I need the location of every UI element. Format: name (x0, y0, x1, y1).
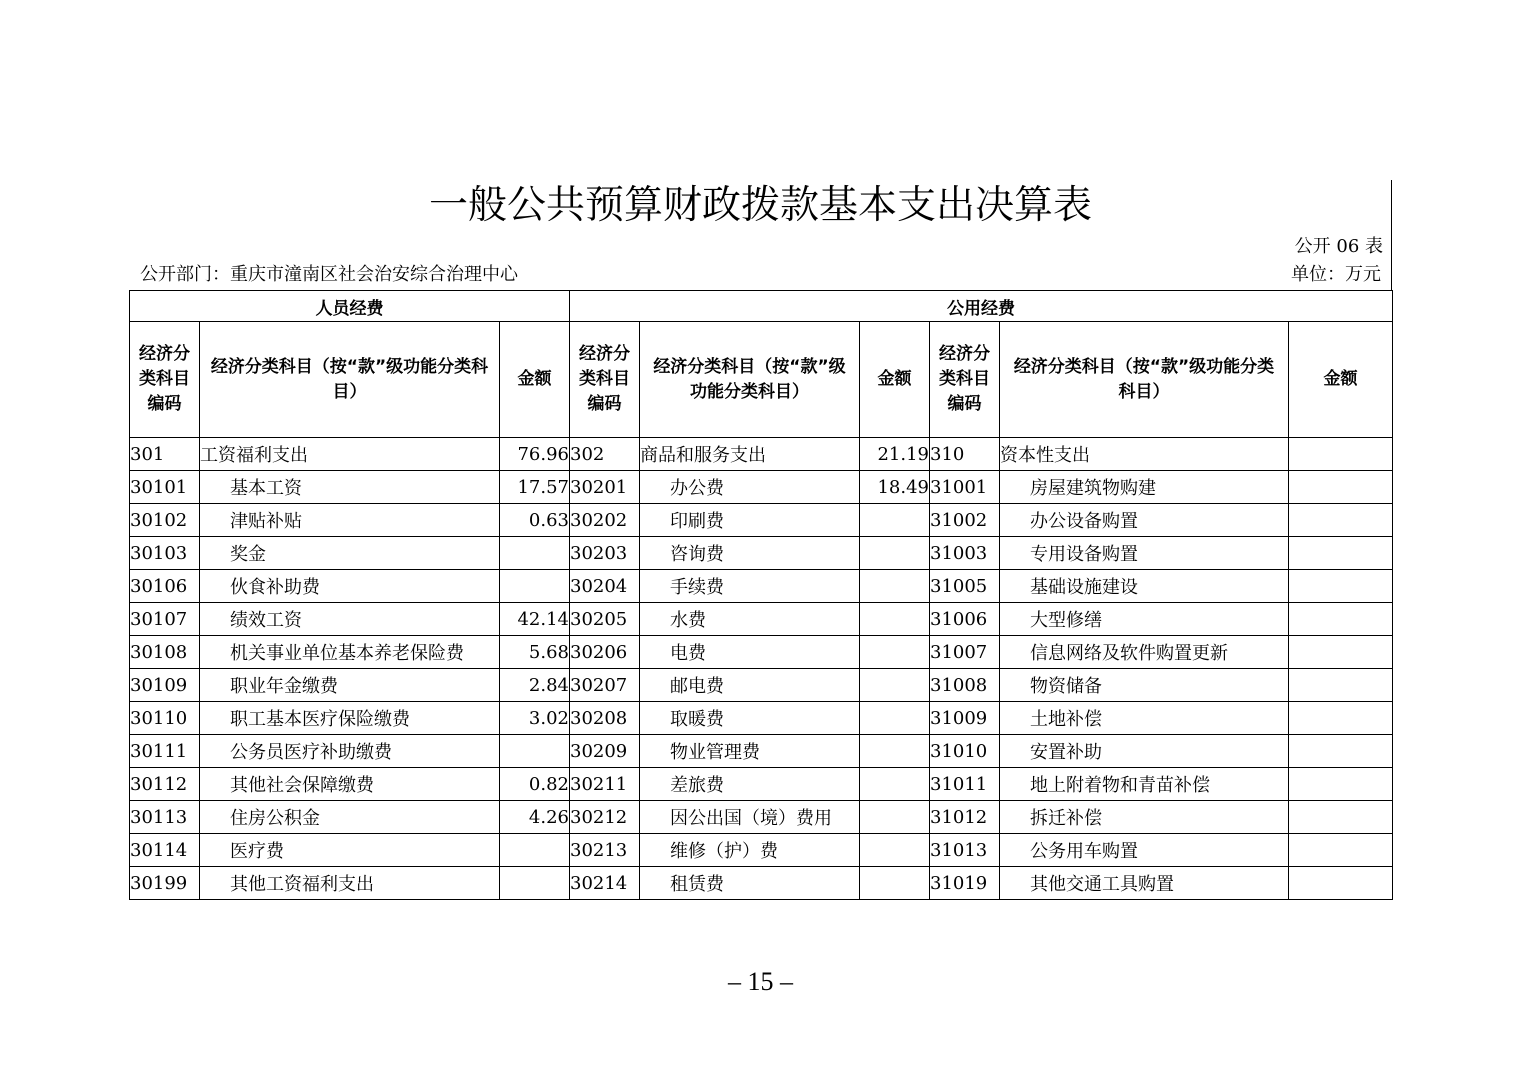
cell-code: 30202 (570, 504, 640, 537)
cell-name: 奖金 (200, 537, 500, 570)
unit-label: 单位：万元 (1291, 264, 1381, 285)
cell-code: 30103 (130, 537, 200, 570)
cell-code: 31010 (930, 735, 1000, 768)
cell-amount (1289, 438, 1393, 471)
cell-code: 30114 (130, 834, 200, 867)
cell-name: 伙食补助费 (200, 570, 500, 603)
table-row (130, 504, 1393, 537)
table-row (130, 702, 1393, 735)
cell-code: 30107 (130, 603, 200, 636)
table-row (130, 570, 1393, 603)
cell-name: 水费 (640, 603, 860, 636)
table-row (130, 867, 1393, 900)
cell-name: 专用设备购置 (1000, 537, 1289, 570)
cell-amount (860, 570, 930, 603)
cell-code: 30203 (570, 537, 640, 570)
cell-amount (1289, 570, 1393, 603)
cell-code: 30110 (130, 702, 200, 735)
table-row (130, 768, 1393, 801)
cell-name: 职业年金缴费 (200, 669, 500, 702)
cell-amount (860, 603, 930, 636)
cell-code: 30106 (130, 570, 200, 603)
cell-code: 30206 (570, 636, 640, 669)
cell-name: 其他交通工具购置 (1000, 867, 1289, 900)
cell-code: 30211 (570, 768, 640, 801)
cell-amount (860, 735, 930, 768)
cell-amount (860, 768, 930, 801)
cell-amount (1289, 867, 1393, 900)
cell-amount (500, 834, 570, 867)
cell-name: 工资福利支出 (200, 438, 500, 471)
cell-code: 30209 (570, 735, 640, 768)
cell-name: 邮电费 (640, 669, 860, 702)
cell-code: 31012 (930, 801, 1000, 834)
cell-code: 30102 (130, 504, 200, 537)
cell-amount (860, 801, 930, 834)
cell-amount (1289, 471, 1393, 504)
cell-name: 津贴补贴 (200, 504, 500, 537)
cell-name: 咨询费 (640, 537, 860, 570)
cell-amount (1289, 702, 1393, 735)
cell-code: 30201 (570, 471, 640, 504)
cell-name: 机关事业单位基本养老保险费 (200, 636, 500, 669)
cell-name: 公务用车购置 (1000, 834, 1289, 867)
cell-amount (1289, 504, 1393, 537)
cell-name: 取暖费 (640, 702, 860, 735)
page-number: – 15 – (728, 967, 793, 996)
department-label: 公开部门：重庆市潼南区社会治安综合治理中心 (140, 264, 518, 285)
cell-name: 绩效工资 (200, 603, 500, 636)
cell-name: 办公费 (640, 471, 860, 504)
col-header-code: 经济分类科目编码 (930, 322, 1000, 438)
cell-name: 办公设备购置 (1000, 504, 1289, 537)
cell-amount (1289, 603, 1393, 636)
col-header-code: 经济分类科目编码 (570, 322, 640, 438)
cell-code: 31013 (930, 834, 1000, 867)
cell-code: 30101 (130, 471, 200, 504)
cell-name: 印刷费 (640, 504, 860, 537)
cell-name: 住房公积金 (200, 801, 500, 834)
cell-code: 31002 (930, 504, 1000, 537)
table-row (130, 834, 1393, 867)
cell-amount (500, 537, 570, 570)
cell-name: 大型修缮 (1000, 603, 1289, 636)
cell-amount: 42.14 (500, 603, 570, 636)
cell-name: 医疗费 (200, 834, 500, 867)
cell-name: 手续费 (640, 570, 860, 603)
cell-amount (500, 867, 570, 900)
cell-code: 30199 (130, 867, 200, 900)
cell-name: 拆迁补偿 (1000, 801, 1289, 834)
cell-code: 30204 (570, 570, 640, 603)
cell-amount (860, 702, 930, 735)
cell-amount (860, 834, 930, 867)
cell-code: 30108 (130, 636, 200, 669)
cell-amount (500, 735, 570, 768)
cell-amount (860, 669, 930, 702)
cell-amount: 17.57 (500, 471, 570, 504)
cell-name: 公务员医疗补助缴费 (200, 735, 500, 768)
cell-name: 基本工资 (200, 471, 500, 504)
cell-amount (1289, 636, 1393, 669)
cell-name: 差旅费 (640, 768, 860, 801)
col-header-amount: 金额 (860, 322, 930, 438)
cell-name: 基础设施建设 (1000, 570, 1289, 603)
table-row (130, 801, 1393, 834)
cell-code: 31003 (930, 537, 1000, 570)
cell-name: 物资储备 (1000, 669, 1289, 702)
cell-code: 30113 (130, 801, 200, 834)
group-header-public: 公用经费 (570, 291, 1393, 322)
col-header-amount: 金额 (1289, 322, 1393, 438)
cell-code: 30109 (130, 669, 200, 702)
page-title: 一般公共预算财政拨款基本支出决算表 (428, 183, 1092, 228)
table-row (130, 603, 1393, 636)
cell-amount (860, 537, 930, 570)
cell-amount (500, 570, 570, 603)
cell-amount (860, 636, 930, 669)
cell-code: 30208 (570, 702, 640, 735)
cell-amount (1289, 801, 1393, 834)
cell-name: 职工基本医疗保险缴费 (200, 702, 500, 735)
cell-name: 维修（护）费 (640, 834, 860, 867)
cell-name: 电费 (640, 636, 860, 669)
cell-code: 31019 (930, 867, 1000, 900)
cell-code: 30213 (570, 834, 640, 867)
budget-table (129, 290, 1393, 900)
cell-code: 31001 (930, 471, 1000, 504)
cell-name: 土地补偿 (1000, 702, 1289, 735)
cell-amount: 21.19 (860, 438, 930, 471)
cell-name: 租赁费 (640, 867, 860, 900)
cell-amount (1289, 834, 1393, 867)
cell-amount (1289, 669, 1393, 702)
cell-name: 物业管理费 (640, 735, 860, 768)
cell-name: 信息网络及软件购置更新 (1000, 636, 1289, 669)
table-row (130, 636, 1393, 669)
cell-amount: 5.68 (500, 636, 570, 669)
table-row (130, 537, 1393, 570)
group-header-personnel: 人员经费 (130, 291, 570, 322)
cell-code: 31011 (930, 768, 1000, 801)
cell-code: 30207 (570, 669, 640, 702)
cell-code: 30214 (570, 867, 640, 900)
cell-amount: 2.84 (500, 669, 570, 702)
col-header-name: 经济分类科目（按“款”级功能分类科目） (640, 322, 860, 438)
table-row (130, 438, 1393, 471)
cell-code: 31008 (930, 669, 1000, 702)
table-row (130, 471, 1393, 504)
col-header-name: 经济分类科目（按“款”级功能分类科目） (1000, 322, 1289, 438)
cell-amount: 3.02 (500, 702, 570, 735)
cell-name: 地上附着物和青苗补偿 (1000, 768, 1289, 801)
cell-code: 30205 (570, 603, 640, 636)
cell-amount (1289, 537, 1393, 570)
cell-name: 其他社会保障缴费 (200, 768, 500, 801)
cell-amount (1289, 735, 1393, 768)
col-header-name: 经济分类科目（按“款”级功能分类科目） (200, 322, 500, 438)
cell-name: 安置补助 (1000, 735, 1289, 768)
cell-code: 31009 (930, 702, 1000, 735)
cell-code: 31006 (930, 603, 1000, 636)
cell-amount (1289, 768, 1393, 801)
cell-amount: 0.63 (500, 504, 570, 537)
cell-name: 因公出国（境）费用 (640, 801, 860, 834)
form-number: 公开 06 表 (1294, 236, 1383, 257)
cell-code: 30112 (130, 768, 200, 801)
col-header-amount: 金额 (500, 322, 570, 438)
table-row (130, 669, 1393, 702)
cell-amount: 0.82 (500, 768, 570, 801)
cell-name: 资本性支出 (1000, 438, 1289, 471)
cell-amount (860, 867, 930, 900)
cell-code: 31007 (930, 636, 1000, 669)
cell-code: 301 (130, 438, 200, 471)
cell-code: 310 (930, 438, 1000, 471)
cell-name: 房屋建筑物购建 (1000, 471, 1289, 504)
cell-amount: 76.96 (500, 438, 570, 471)
cell-code: 30111 (130, 735, 200, 768)
cell-code: 31005 (930, 570, 1000, 603)
cell-amount (860, 504, 930, 537)
cell-code: 302 (570, 438, 640, 471)
table-row (130, 735, 1393, 768)
cell-name: 商品和服务支出 (640, 438, 860, 471)
cell-name: 其他工资福利支出 (200, 867, 500, 900)
col-header-code: 经济分类科目编码 (130, 322, 200, 438)
cell-amount: 18.49 (860, 471, 930, 504)
cell-code: 30212 (570, 801, 640, 834)
cell-amount: 4.26 (500, 801, 570, 834)
